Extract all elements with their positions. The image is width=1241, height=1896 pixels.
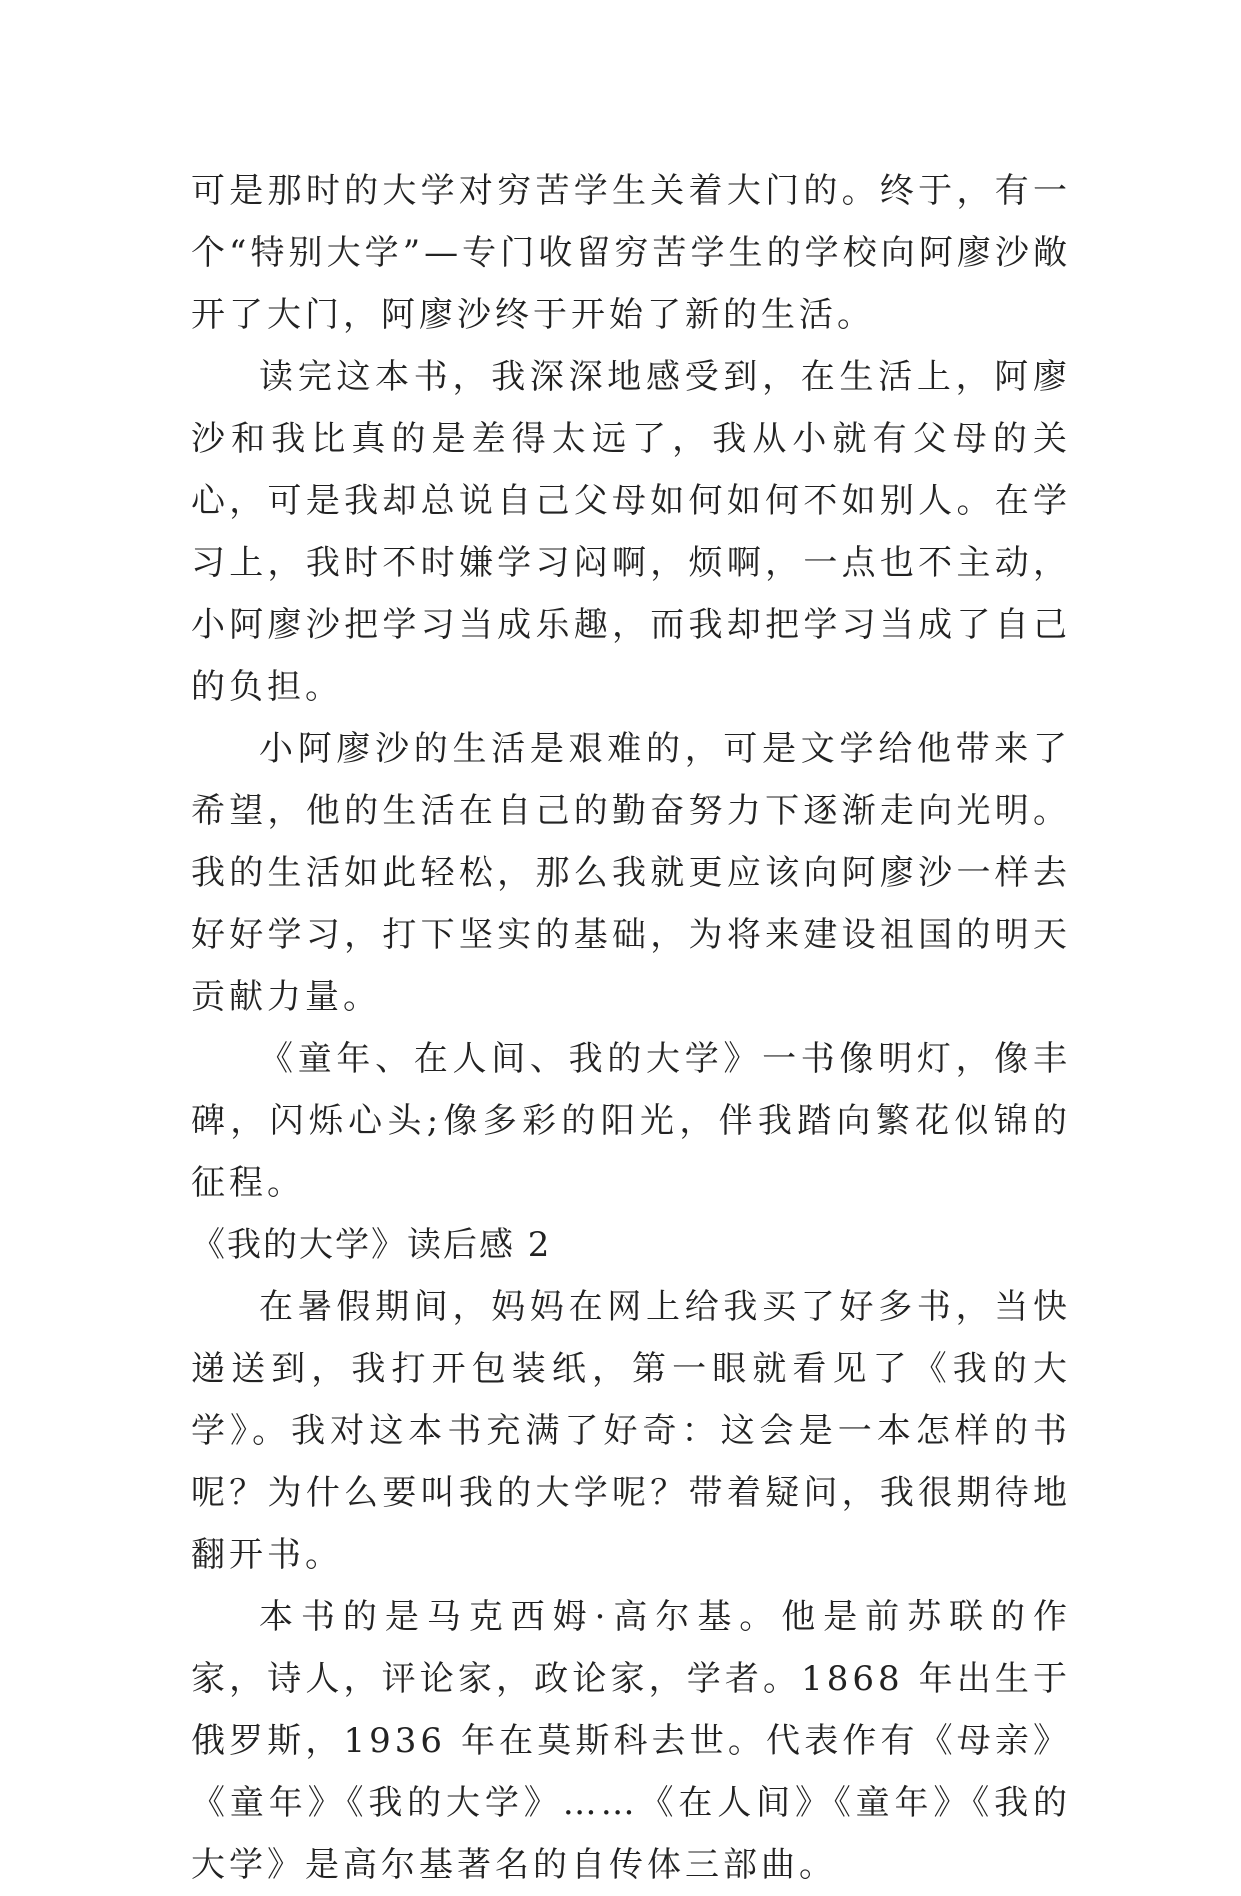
paragraph-1: 可是那时的大学对穷苦学生关着大门的。终于，有一个“特别大学”—专门收留穷苦学生的学校向阿廖沙敞开了大门，阿廖沙终于开始了新的生活。 [191, 171, 1071, 335]
paragraph-6: 本书的是马克西姆·高尔基。他是前苏联的作家，诗人，评论家，政论家，学者。1868 年出生于俄罗斯，1936 年在莫斯科去世。代表作有《母亲》《童年》《我的大学》……《在人间》《童年》《我的大学》是高尔基著名的自传体三部曲。 [191, 1597, 1071, 1885]
paragraph-5: 在暑假期间，妈妈在网上给我买了好多书，当快递送到，我打开包装纸，第一眼就看见了《我的大学》。我对这本书充满了好奇：这会是一本怎样的书呢？为什么要叫我的大学呢？带着疑问，我很期待地翻开书。 [191, 1287, 1071, 1575]
document-body [191, 160, 1071, 1896]
section-heading: 《我的大学》读后感 2 [191, 1225, 552, 1265]
paragraph-4: 《童年、在人间、我的大学》一书像明灯，像丰碑，闪烁心头;像多彩的阳光，伴我踏向繁花似锦的征程。 [191, 1039, 1071, 1203]
paragraph-3: 小阿廖沙的生活是艰难的，可是文学给他带来了希望，他的生活在自己的勤奋努力下逐渐走向光明。我的生活如此轻松，那么我就更应该向阿廖沙一样去好好学习，打下坚实的基础，为将来建设祖国的明天贡献力量。 [191, 729, 1071, 1017]
paragraph-2: 读完这本书，我深深地感受到，在生活上，阿廖沙和我比真的是差得太远了，我从小就有父母的关心，可是我却总说自己父母如何如何不如别人。在学习上，我时不时嫌学习闷啊，烦啊，一点也不主动，小阿廖沙把学习当成乐趣，而我却把学习当成了自己的负担。 [191, 357, 1071, 707]
